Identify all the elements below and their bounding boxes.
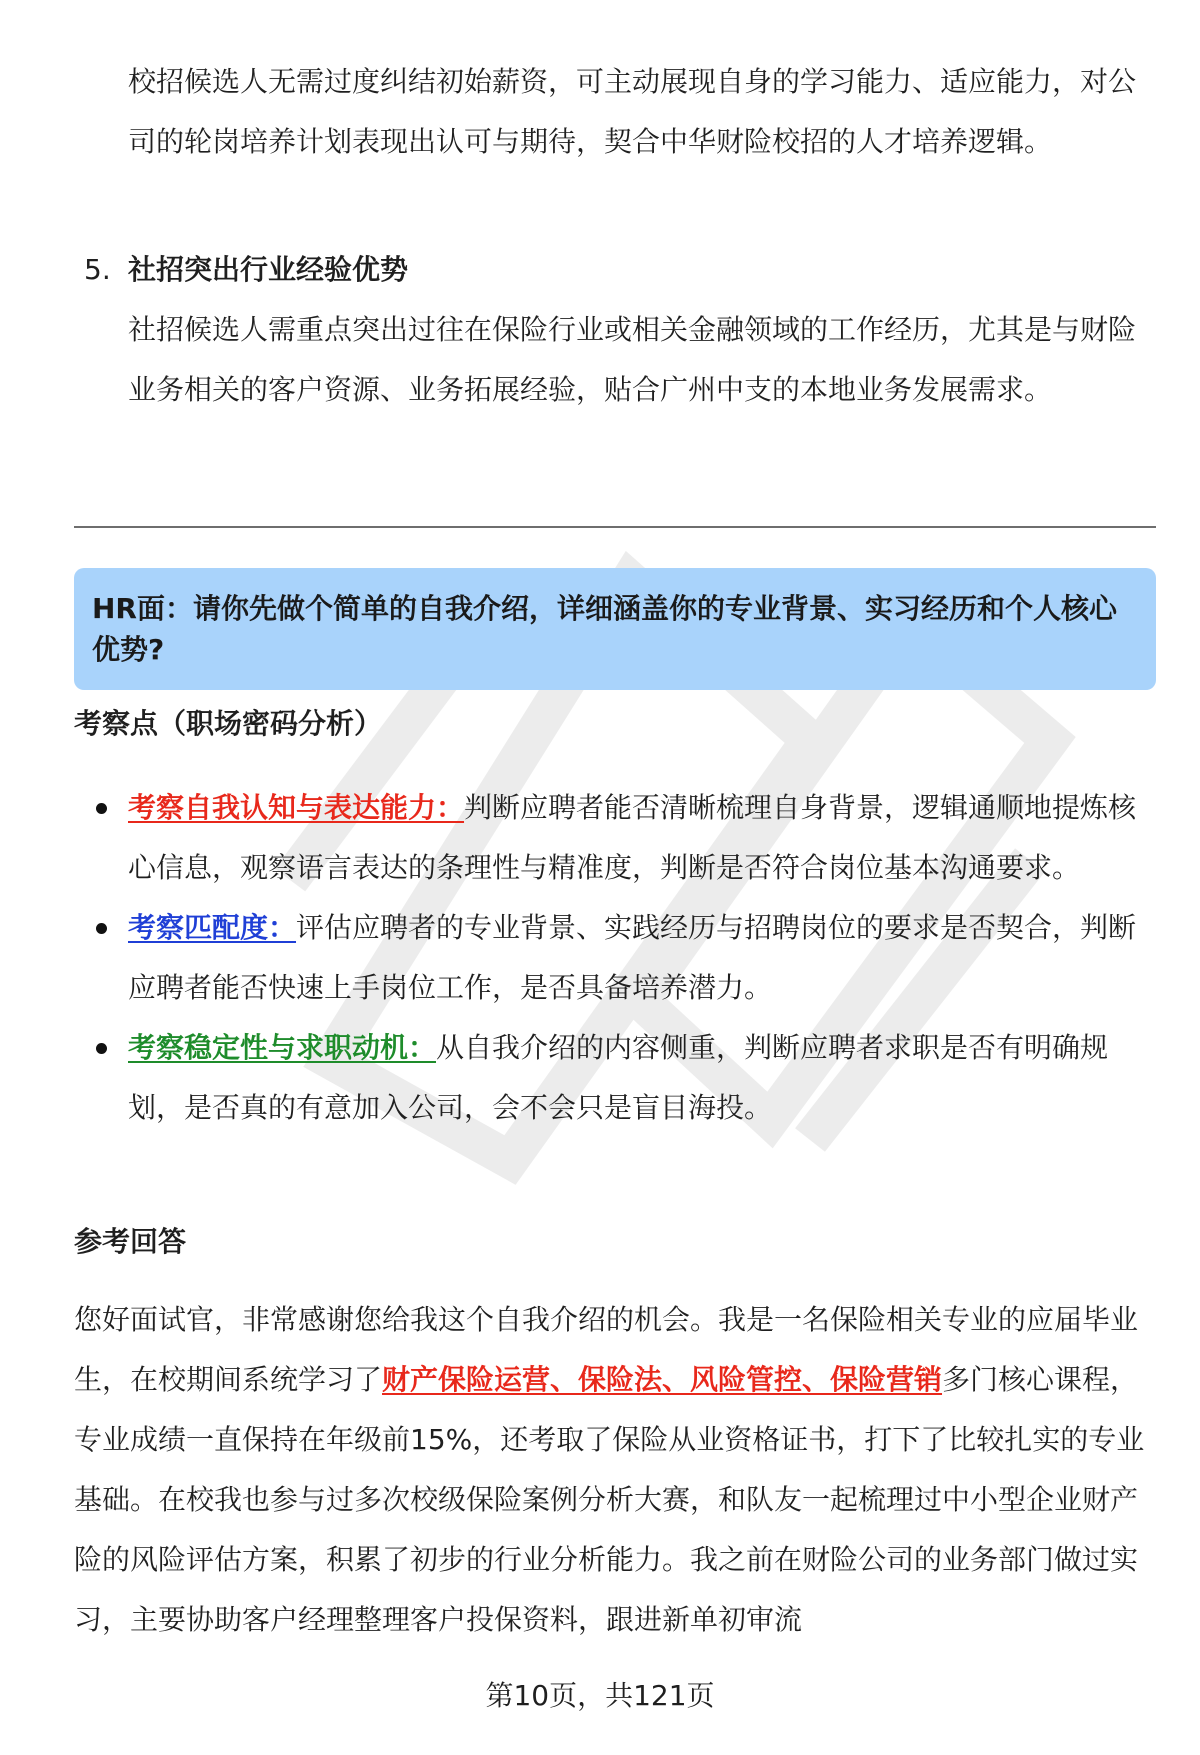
analysis-bullet	[128, 898, 1148, 1018]
question-box	[74, 568, 1156, 690]
question-text: HR面：请你先做个简单的自我介绍，详细涵盖你的专业背景、实习经历和个人核心优势?	[92, 592, 1117, 666]
bullet-text: 从自我介绍的内容侧重，判断应聘者求职是否有明确规划，是否真的有意加入公司，会不会只是盲目海投。	[128, 1031, 1109, 1124]
item5-number: 5.	[84, 253, 111, 286]
top-paragraph: 校招候选人无需过度纠结初始薪资，可主动展现自身的学习能力、适应能力，对公司的轮岗培养计划表现出认可与期待，契合中华财险校招的人才培养逻辑。	[128, 65, 1137, 158]
bullet-keyword: 考察自我认知与表达能力：	[128, 791, 465, 824]
answer-paragraph	[74, 1290, 1150, 1650]
answer-text-after: 多门核心课程，专业成绩一直保持在年级前15%，还考取了保险从业资格证书，打下了比较扎实的专业基础。在校我也参与过多次校级保险案例分析大赛，和队友一起梳理过中小型企业财产险的风险评估方案，积累了初步的行业分析能力。我之前在财险公司的业务部门做过实习，主要协助客户经理整理客户投保资料，跟进新单初审流	[74, 1363, 1145, 1636]
item5-title: 社招突出行业经验优势	[128, 253, 409, 286]
analysis-bullet	[128, 778, 1148, 898]
bullet-dot-icon	[96, 923, 107, 934]
analysis-heading: 考察点（职场密码分析）	[74, 707, 383, 740]
bullet-text: 评估应聘者的专业背景、实践经历与招聘岗位的要求是否契合，判断应聘者能否快速上手岗位工作，是否具备培养潜力。	[128, 911, 1137, 1004]
item5-heading	[84, 240, 408, 300]
section-divider	[74, 526, 1156, 528]
item5-paragraph: 社招候选人需重点突出过往在保险行业或相关金融领域的工作经历，尤其是与财险业务相关的客户资源、业务拓展经验，贴合广州中支的本地业务发展需求。	[128, 313, 1137, 406]
bullet-dot-icon	[96, 1043, 107, 1054]
answer-text-before: 您好面试官，非常感谢您给我这个自我介绍的机会。我是一名保险相关专业的应届毕业生，在校期间系统学习了	[74, 1303, 1139, 1396]
answer-highlight: 财产保险运营、保险法、风险管控、保险营销	[382, 1363, 943, 1396]
page-footer: 第10页，共121页	[485, 1679, 715, 1712]
answer-heading: 参考回答	[74, 1225, 187, 1258]
bullet-dot-icon	[96, 803, 107, 814]
analysis-bullet	[128, 1018, 1148, 1138]
bullet-keyword: 考察稳定性与求职动机：	[128, 1031, 437, 1064]
analysis-bullet-list	[128, 778, 1148, 1138]
bullet-keyword: 考察匹配度：	[128, 911, 297, 944]
bullet-text: 判断应聘者能否清晰梳理自身背景，逻辑通顺地提炼核心信息，观察语言表达的条理性与精准度，判断是否符合岗位基本沟通要求。	[128, 791, 1137, 884]
